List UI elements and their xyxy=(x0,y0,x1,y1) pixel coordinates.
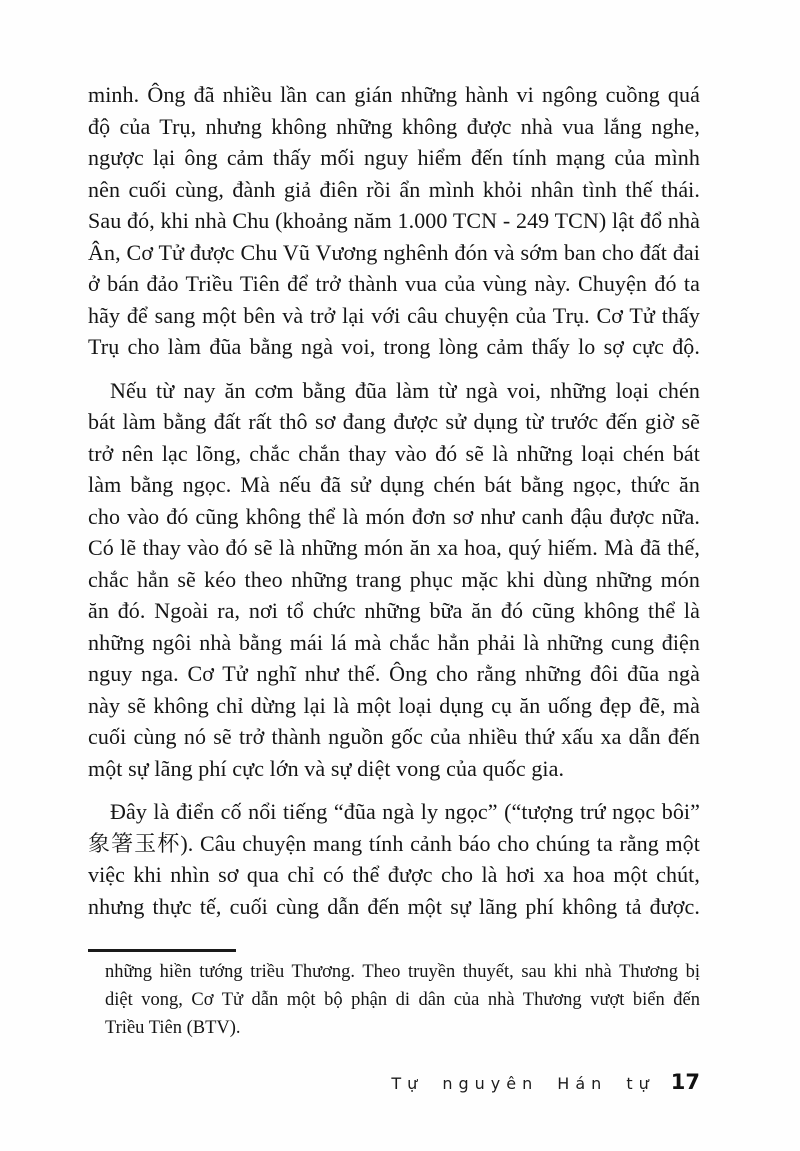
text-line: Triều Tiên (BTV). xyxy=(105,1018,241,1038)
footer-section-title: Tự nguyên Hán tự xyxy=(391,1074,655,1093)
text-line: cho vào đó cũng không thể là món đơn sơ như canh đậu được nữa. xyxy=(88,503,700,529)
text-line: 象箸玉杯). Câu chuyện mang tính cảnh báo cho chúng ta rằng một xyxy=(88,830,700,856)
text-line: Ân, Cơ Tử được Chu Vũ Vương nghênh đón và sớm ban cho đất đai xyxy=(88,239,700,265)
paragraph xyxy=(88,79,700,363)
text-line: ăn đó. Ngoài ra, nơi tổ chức những bữa ăn đó cũng không thể là xyxy=(88,598,700,623)
text-line: Sau đó, khi nhà Chu (khoảng năm 1.000 TCN - 249 TCN) lật đổ nhà xyxy=(88,208,700,233)
text-line: ở bán đảo Triều Tiên để trở thành vua của vùng này. Chuyện đó ta xyxy=(88,271,700,296)
text-line: Đây là điển cố nổi tiếng “đũa ngà ly ngọc” (“tượng trứ ngọc bôi” xyxy=(110,799,700,824)
text-line: minh. Ông đã nhiều lần can gián những hành vi ngông cuồng quá xyxy=(88,82,700,107)
text-line: làm bằng ngọc. Mà nếu đã sử dụng chén bát bằng ngọc, thức ăn xyxy=(88,472,700,497)
paragraph xyxy=(88,796,700,922)
body-text xyxy=(88,79,700,922)
text-line: Nếu từ nay ăn cơm bằng đũa làm từ ngà voi, những loại chén xyxy=(110,377,700,403)
text-line: ngược lại ông cảm thấy mối nguy hiểm đến tính mạng của mình xyxy=(88,145,700,170)
text-line: trở nên lạc lõng, chắc chắn thay vào đó sẽ là những loại chén bát xyxy=(88,440,700,466)
text-line: Có lẽ thay vào đó sẽ là những món ăn xa hoa, quý hiếm. Mà đã thế, xyxy=(88,535,700,560)
text-line: Trụ cho làm đũa bằng ngà voi, trong lòng cảm thấy lo sợ cực độ. xyxy=(88,334,700,359)
text-line: nhưng thực tế, cuối cùng dẫn đến một sự lãng phí không tả được. xyxy=(88,893,700,919)
text-line: một sự lãng phí cực lớn và sự diệt vong của quốc gia. xyxy=(88,755,565,781)
text-line: nguy nga. Cơ Tử nghĩ như thế. Ông cho rằng những đôi đũa ngà xyxy=(88,661,700,686)
page-number: 17 xyxy=(670,1070,700,1094)
footnote-separator xyxy=(88,949,236,952)
text-line: những ngôi nhà bằng mái lá mà chắc hẳn phải là những cung điện xyxy=(88,629,700,655)
footnote xyxy=(105,958,700,1042)
paragraph xyxy=(88,375,700,785)
text-line: bát làm bằng đất rất thô sơ đang được sử dụng từ trước đến giờ sẽ xyxy=(88,409,700,434)
text-line: những hiền tướng triều Thương. Theo truyền thuyết, sau khi nhà Thương bị xyxy=(105,962,700,982)
text-line: hãy để sang một bên và trở lại với câu chuyện của Trụ. Cơ Tử thấy xyxy=(88,302,700,328)
text-line: diệt vong, Cơ Tử dẫn một bộ phận di dân của nhà Thương vượt biển đến xyxy=(105,990,700,1010)
text-line: độ của Trụ, nhưng không những không được nhà vua lắng nghe, xyxy=(88,113,700,139)
text-line: chắc hẳn sẽ kéo theo những trang phục mặc khi dùng những món xyxy=(88,566,700,592)
text-line: này sẽ không chỉ dừng lại là một loại dụng cụ ăn uống đẹp đẽ, mà xyxy=(88,692,700,718)
text-line: việc khi nhìn sơ qua chỉ có thể được cho là hơi xa hoa một chút, xyxy=(88,862,700,887)
running-footer xyxy=(391,1070,700,1094)
text-line: cuối cùng nó sẽ trở thành nguồn gốc của nhiều thứ xấu xa dẫn đến xyxy=(88,724,700,749)
text-line: nên cuối cùng, đành giả điên rồi ẩn mình khỏi nhân tình thế thái. xyxy=(88,176,700,202)
